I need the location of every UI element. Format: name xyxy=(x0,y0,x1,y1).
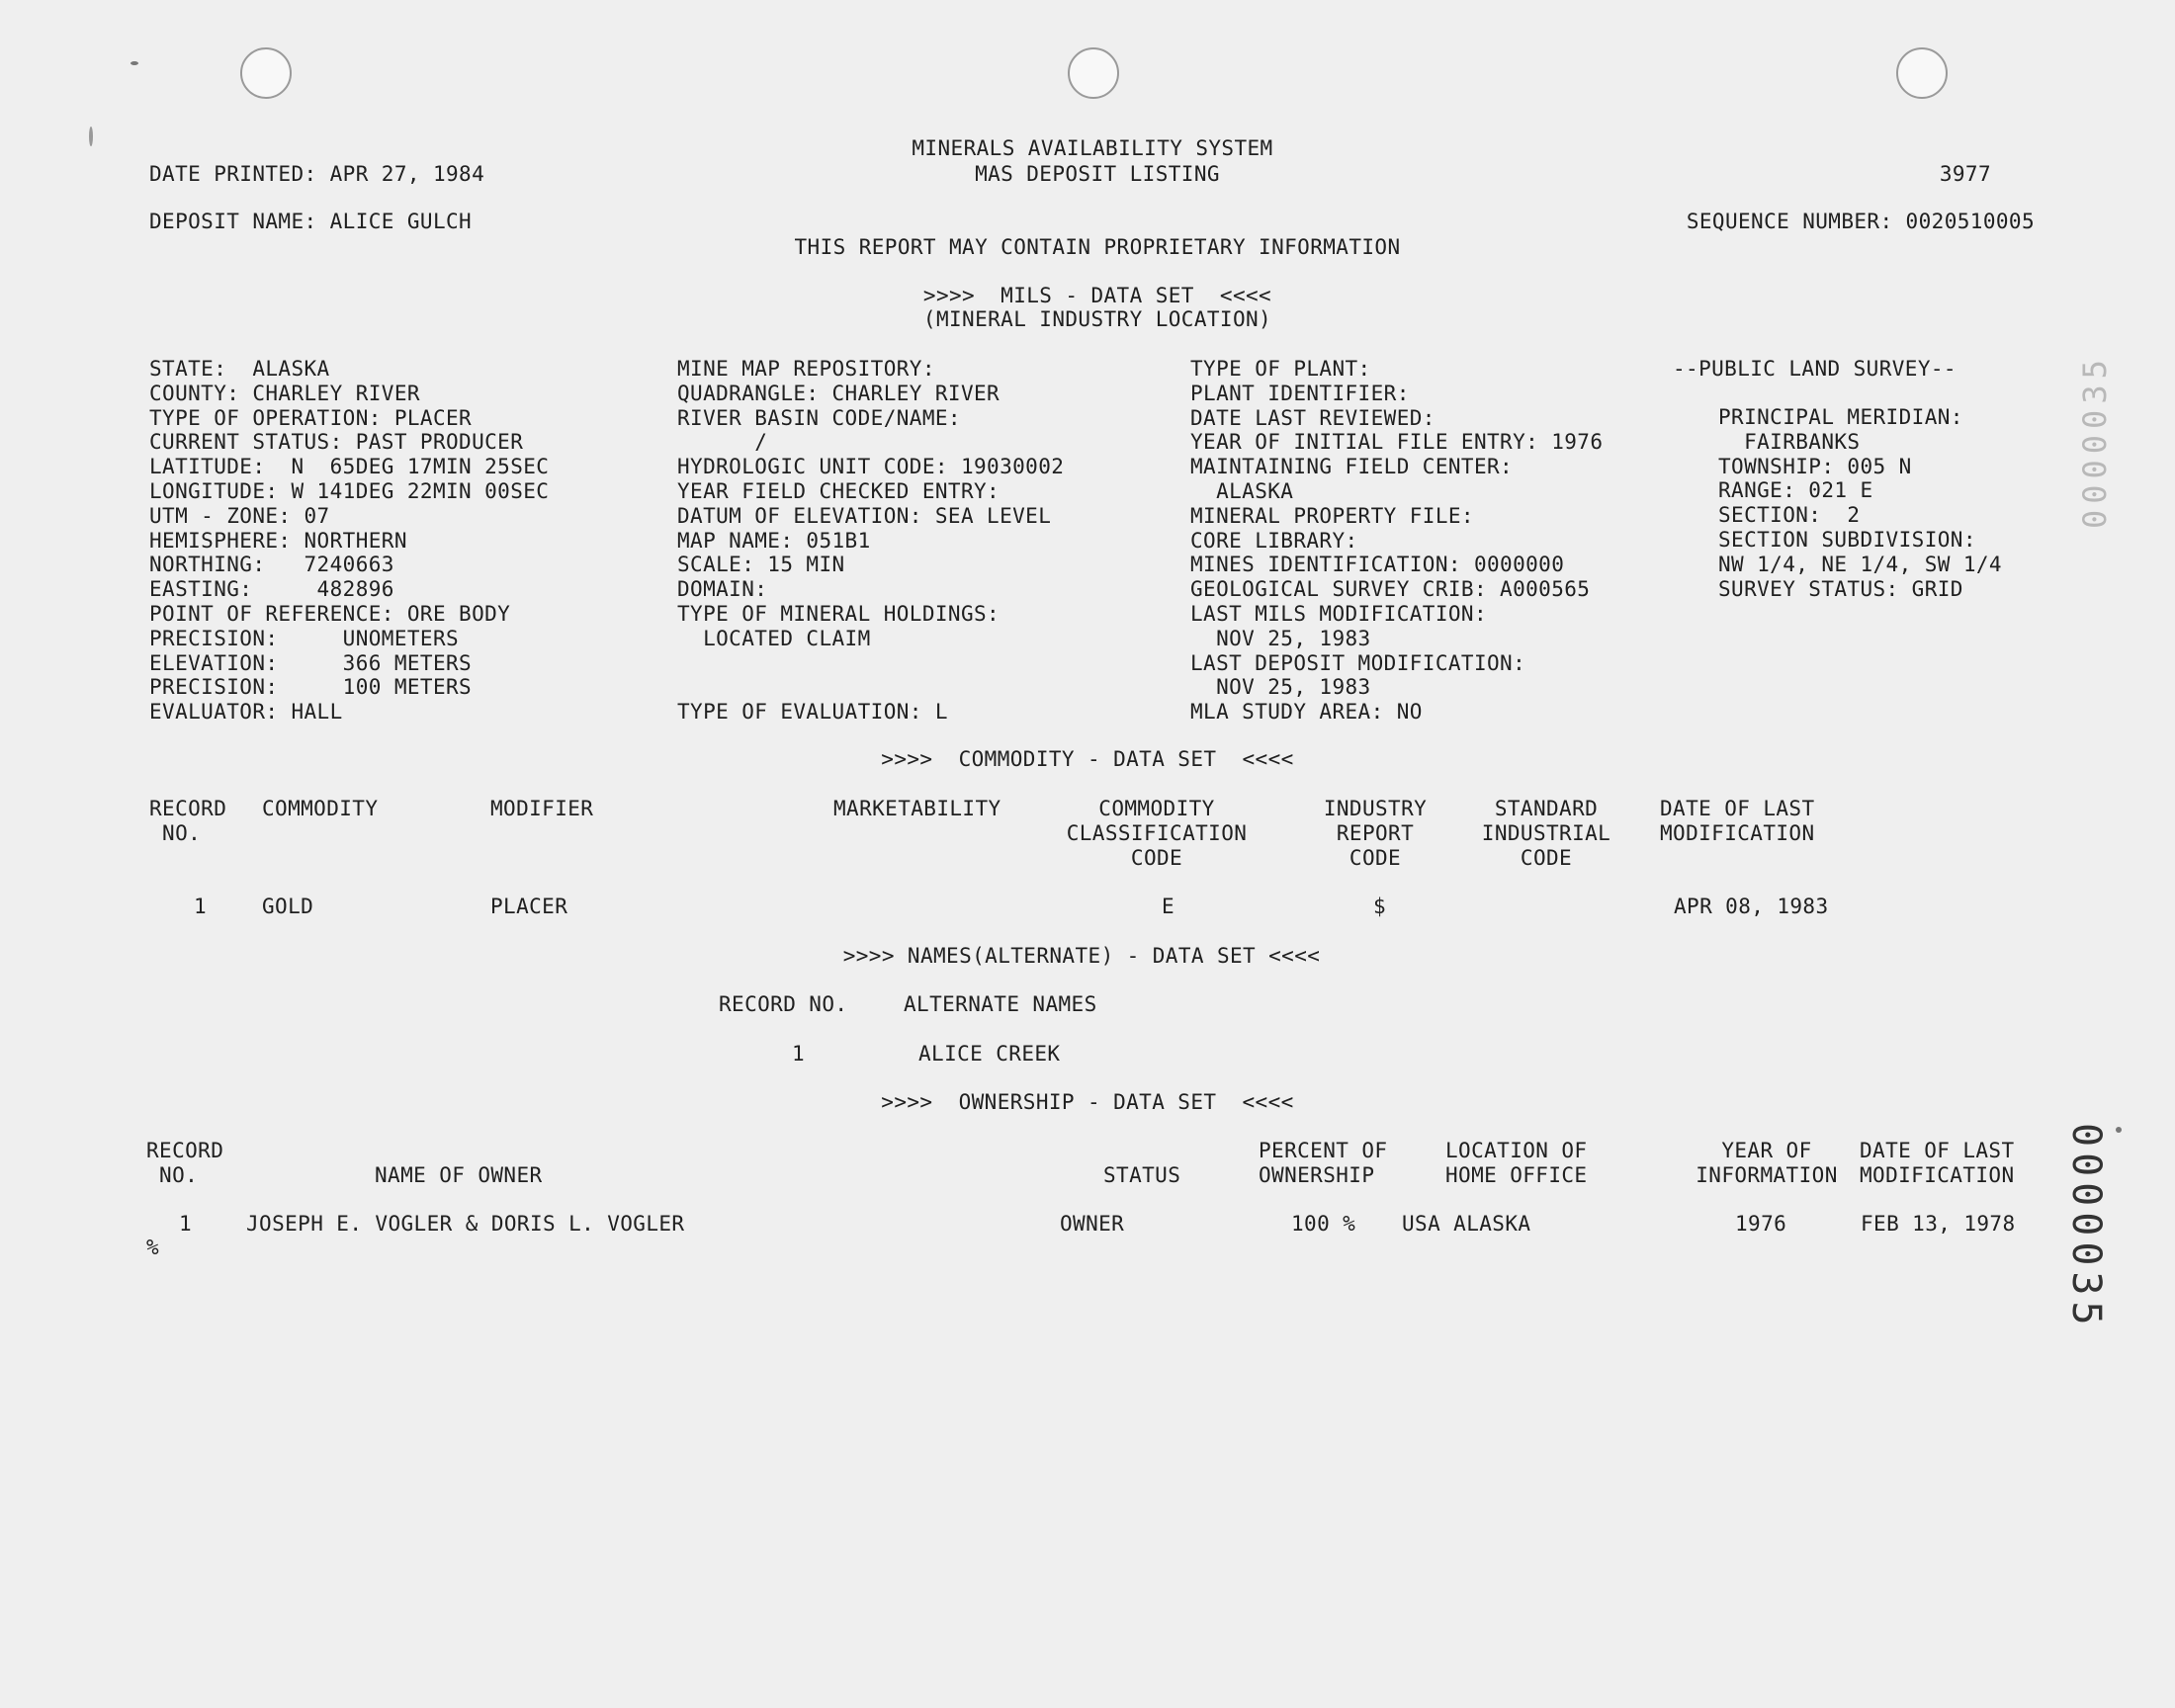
commodity-row-record: 1 xyxy=(194,895,208,918)
mils-field: SCALE: 15 MIN xyxy=(677,553,845,577)
punch-hole-right xyxy=(1896,47,1948,99)
mils-field: SECTION SUBDIVISION: xyxy=(1718,528,1976,552)
mils-field: SECTION: 2 xyxy=(1718,503,1861,528)
mils-field: RANGE: 021 E xyxy=(1718,478,1873,503)
names-header-record: RECORD NO. xyxy=(719,992,848,1016)
mils-title: >>>> MILS - DATA SET <<<< xyxy=(922,284,1272,307)
mils-field: NOV 25, 1983 xyxy=(1190,626,1371,650)
margin-stamp-large: 0000035 xyxy=(2063,1123,2109,1331)
mils-field: NORTHING: 7240663 xyxy=(149,553,394,577)
mils-field: NOV 25, 1983 xyxy=(1190,675,1371,700)
mils-field: / xyxy=(677,430,768,455)
paper-speck xyxy=(89,127,93,146)
mils-field: TOWNSHIP: 005 N xyxy=(1718,454,1912,478)
mils-field: UTM - ZONE: 07 xyxy=(149,503,330,528)
ownership-header-status: STATUS xyxy=(1103,1163,1181,1187)
mils-field: DOMAIN: xyxy=(677,577,768,602)
system-title: MINERALS AVAILABILITY SYSTEM xyxy=(912,136,1273,160)
mils-field: COUNTY: CHARLEY RIVER xyxy=(149,381,420,405)
ownership-row-year: 1976 xyxy=(1735,1212,1787,1236)
mils-field: CURRENT STATUS: PAST PRODUCER xyxy=(149,430,524,455)
ownership-header-location: LOCATION OF HOME OFFICE xyxy=(1445,1139,1588,1187)
mils-field: GEOLOGICAL SURVEY CRIB: A000565 xyxy=(1190,577,1591,602)
mils-field: DATUM OF ELEVATION: SEA LEVEL xyxy=(677,503,1052,528)
mils-field: PRECISION: 100 METERS xyxy=(149,675,473,700)
page-number: 3977 xyxy=(1939,162,1991,186)
mils-field: LAST MILS MODIFICATION: xyxy=(1190,602,1487,626)
mils-field: SURVEY STATUS: GRID xyxy=(1718,576,1963,601)
commodity-header-modifier: MODIFIER xyxy=(490,797,594,820)
commodity-row-classification: E xyxy=(1162,895,1175,918)
mils-field: QUADRANGLE: CHARLEY RIVER xyxy=(677,381,1000,405)
commodity-header-marketability: MARKETABILITY xyxy=(833,797,1001,820)
mils-field: LATITUDE: N 65DEG 17MIN 25SEC xyxy=(149,455,550,479)
names-title: >>>> NAMES(ALTERNATE) - DATA SET <<<< xyxy=(842,944,1321,968)
commodity-header-record: RECORD NO. xyxy=(149,797,227,845)
ownership-row-record: 1 xyxy=(179,1212,193,1236)
plss-title: --PUBLIC LAND SURVEY-- xyxy=(1673,357,1957,381)
mils-field: YEAR FIELD CHECKED ENTRY: xyxy=(677,479,1000,503)
mils-field: LOCATED CLAIM xyxy=(677,626,871,650)
mils-field: RIVER BASIN CODE/NAME: xyxy=(677,405,961,430)
ownership-title: >>>> OWNERSHIP - DATA SET <<<< xyxy=(881,1090,1294,1114)
commodity-row-modifier: PLACER xyxy=(490,895,568,918)
mils-field: MINES IDENTIFICATION: 0000000 xyxy=(1190,553,1565,577)
mils-field: TYPE OF MINERAL HOLDINGS: xyxy=(677,602,1000,626)
mils-field: MAP NAME: 051B1 xyxy=(677,528,871,553)
paper-speck xyxy=(2116,1127,2122,1133)
punch-hole-left xyxy=(240,47,292,99)
mils-field: TYPE OF EVALUATION: L xyxy=(677,700,948,725)
commodity-row-commodity: GOLD xyxy=(262,895,314,918)
mils-field: MLA STUDY AREA: NO xyxy=(1190,700,1423,725)
ownership-header-record: RECORD NO. xyxy=(146,1139,224,1187)
date-printed: DATE PRINTED: APR 27, 1984 xyxy=(149,162,485,186)
mils-field: DATE LAST REVIEWED: xyxy=(1190,405,1436,430)
mils-field: LAST DEPOSIT MODIFICATION: xyxy=(1190,650,1526,675)
mils-field: PRECISION: UNOMETERS xyxy=(149,626,460,650)
deposit-name: DEPOSIT NAME: ALICE GULCH xyxy=(149,210,473,233)
mils-field: FAIRBANKS xyxy=(1718,429,1861,454)
commodity-header-date: DATE OF LAST MODIFICATION xyxy=(1660,797,1815,845)
mils-field: HEMISPHERE: NORTHERN xyxy=(149,528,407,553)
mils-field: CORE LIBRARY: xyxy=(1190,528,1358,553)
mils-field: HYDROLOGIC UNIT CODE: 19030002 xyxy=(677,455,1065,479)
ownership-header-year: YEAR OF INFORMATION xyxy=(1696,1139,1838,1187)
ownership-header-percent: PERCENT OF OWNERSHIP xyxy=(1259,1139,1388,1187)
ownership-trailing-mark: % xyxy=(146,1236,160,1259)
sequence-number: SEQUENCE NUMBER: 0020510005 xyxy=(1686,210,2035,233)
mils-field: POINT OF REFERENCE: ORE BODY xyxy=(149,602,511,626)
ownership-row-percent: 100 % xyxy=(1291,1212,1356,1236)
ownership-header-date: DATE OF LAST MODIFICATION xyxy=(1860,1139,2015,1187)
mils-field: STATE: ALASKA xyxy=(149,357,330,381)
commodity-header-classification: COMMODITY CLASSIFICATION CODE xyxy=(1066,797,1248,870)
punch-hole-center xyxy=(1068,47,1119,99)
mils-field: TYPE OF OPERATION: PLACER xyxy=(149,405,473,430)
ownership-row-name: JOSEPH E. VOGLER & DORIS L. VOGLER xyxy=(246,1212,685,1236)
mils-subtitle: (MINERAL INDUSTRY LOCATION) xyxy=(922,307,1272,331)
ownership-row-location: USA ALASKA xyxy=(1402,1212,1531,1236)
mils-field: PLANT IDENTIFIER: xyxy=(1190,381,1410,405)
commodity-header-commodity: COMMODITY xyxy=(262,797,379,820)
commodity-title: >>>> COMMODITY - DATA SET <<<< xyxy=(881,747,1294,771)
ownership-row-status: OWNER xyxy=(1060,1212,1125,1236)
mils-field: EASTING: 482896 xyxy=(149,577,394,602)
ownership-header-name: NAME OF OWNER xyxy=(375,1163,543,1187)
commodity-row-date: APR 08, 1983 xyxy=(1674,895,1829,918)
mils-field: YEAR OF INITIAL FILE ENTRY: 1976 xyxy=(1190,430,1604,455)
commodity-row-industry: $ xyxy=(1373,895,1387,918)
names-row-record: 1 xyxy=(792,1042,806,1066)
mils-field: MINE MAP REPOSITORY: xyxy=(677,357,935,381)
ownership-row-date: FEB 13, 1978 xyxy=(1861,1212,2016,1236)
mils-field: MINERAL PROPERTY FILE: xyxy=(1190,503,1474,528)
names-row-name: ALICE CREEK xyxy=(918,1042,1061,1066)
paper-speck xyxy=(130,61,138,65)
names-header-names: ALTERNATE NAMES xyxy=(904,992,1097,1016)
commodity-header-industry: INDUSTRY REPORT CODE xyxy=(1323,797,1428,870)
mils-field: LONGITUDE: W 141DEG 22MIN 00SEC xyxy=(149,479,550,503)
mils-field: ALASKA xyxy=(1190,479,1294,503)
commodity-header-sic: STANDARD INDUSTRIAL CODE xyxy=(1481,797,1611,870)
listing-title: MAS DEPOSIT LISTING xyxy=(975,162,1220,186)
mils-field: EVALUATOR: HALL xyxy=(149,700,343,725)
margin-stamp-faint: 0000035 xyxy=(2076,354,2114,529)
mils-field: TYPE OF PLANT: xyxy=(1190,357,1371,381)
mils-field: ELEVATION: 366 METERS xyxy=(149,650,473,675)
proprietary-notice: THIS REPORT MAY CONTAIN PROPRIETARY INFORMATION xyxy=(794,235,1401,259)
mils-field: PRINCIPAL MERIDIAN: xyxy=(1718,405,1963,429)
mils-field: MAINTAINING FIELD CENTER: xyxy=(1190,455,1514,479)
mils-field: NW 1/4, NE 1/4, SW 1/4 xyxy=(1718,552,2002,576)
